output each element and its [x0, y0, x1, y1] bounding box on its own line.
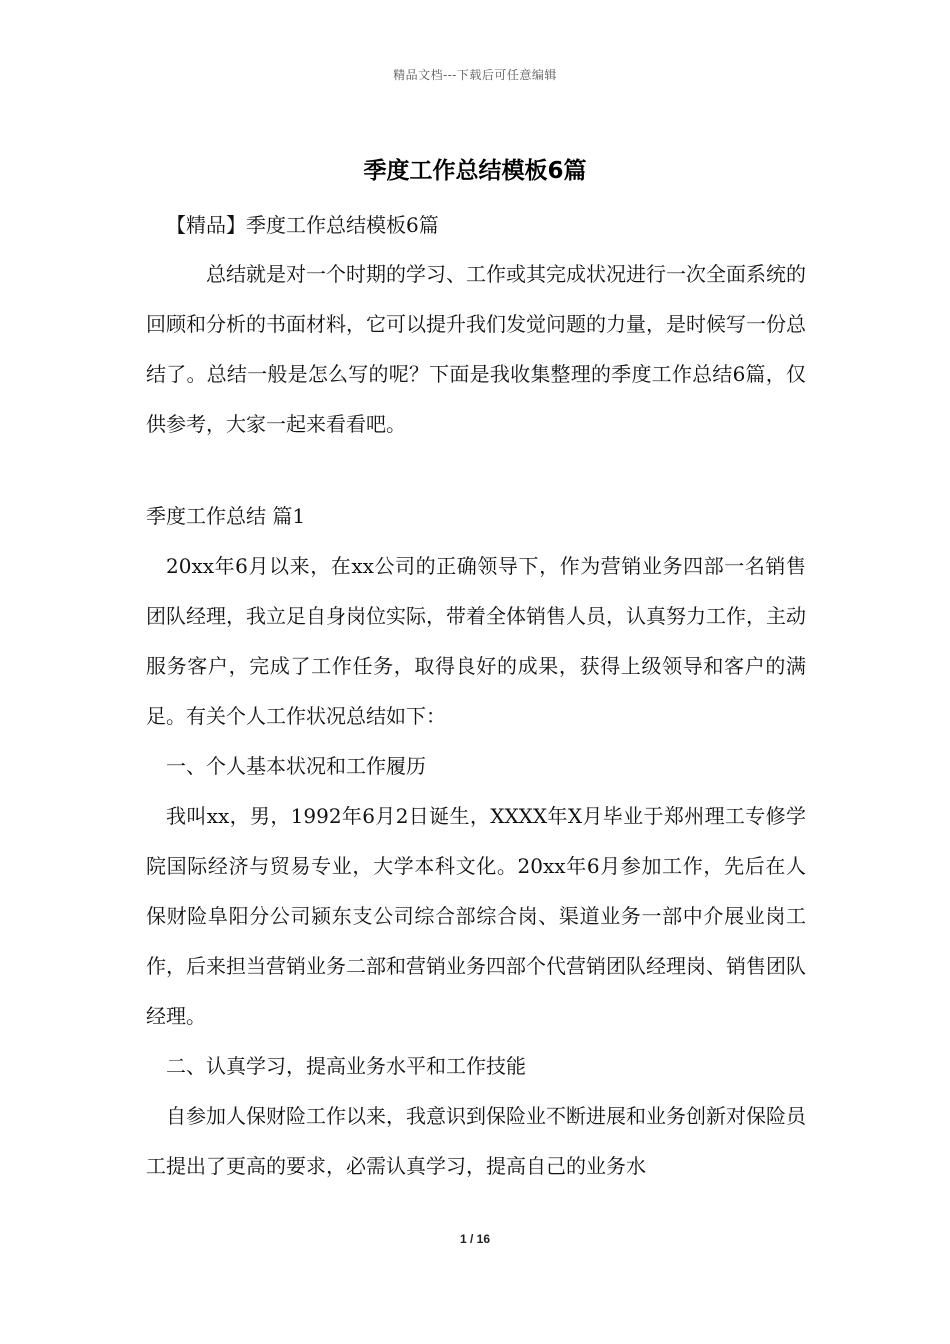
page-header: 精品文档---下载后可任意编辑	[393, 68, 557, 82]
body-paragraph: 自参加人保财险工作以来，我意识到保险业不断进展和业务创新对保险员工提出了更高的要求，必需认真学习，提高自己的业务水	[146, 1104, 806, 1178]
body-paragraph: 20xx年6月以来，在xx公司的正确领导下，作为营销业务四部一名销售团队经理，我立足自身岗位实际，带着全体销售人员，认真努力工作，主动服务客户，完成了工作任务，取得良好的成果，获得上级领导和客户的满足。有关个人工作状况总结如下：	[146, 554, 806, 728]
subheading: 一、个人基本状况和工作履历	[166, 754, 426, 778]
spacer	[146, 449, 806, 491]
document-body	[146, 203, 806, 1191]
subheading: 二、认真学习，提高业务水平和工作技能	[166, 1054, 526, 1078]
body-paragraph: 我叫xx，男，1992年6月2日诞生，XXXX年X月毕业于郑州理工专修学院国际经济与贸易专业，大学本科文化。20xx年6月参加工作，先后在人保财险阜阳分公司颍东支公司综合部综合岗、渠道业务一部中介展业岗工作，后来担当营销业务二部和营销业务四部个代营销团队经理岗、销售团队经理。	[146, 804, 806, 1028]
section-title: 季度工作总结 篇1	[146, 504, 306, 528]
document-title: 季度工作总结模板6篇	[363, 158, 587, 184]
intro-paragraph: 总结就是对一个时期的学习、工作或其完成状况进行一次全面系统的回顾和分析的书面材料，它可以提升我们发觉问题的力量，是时候写一份总结了。总结一般是怎么写的呢？下面是我收集整理的季度工作总结6篇，仅供参考，大家一起来看看吧。	[146, 262, 806, 436]
lead-line: 【精品】季度工作总结模板6篇	[166, 213, 439, 237]
page-indicator: 1 / 16	[459, 1232, 491, 1246]
